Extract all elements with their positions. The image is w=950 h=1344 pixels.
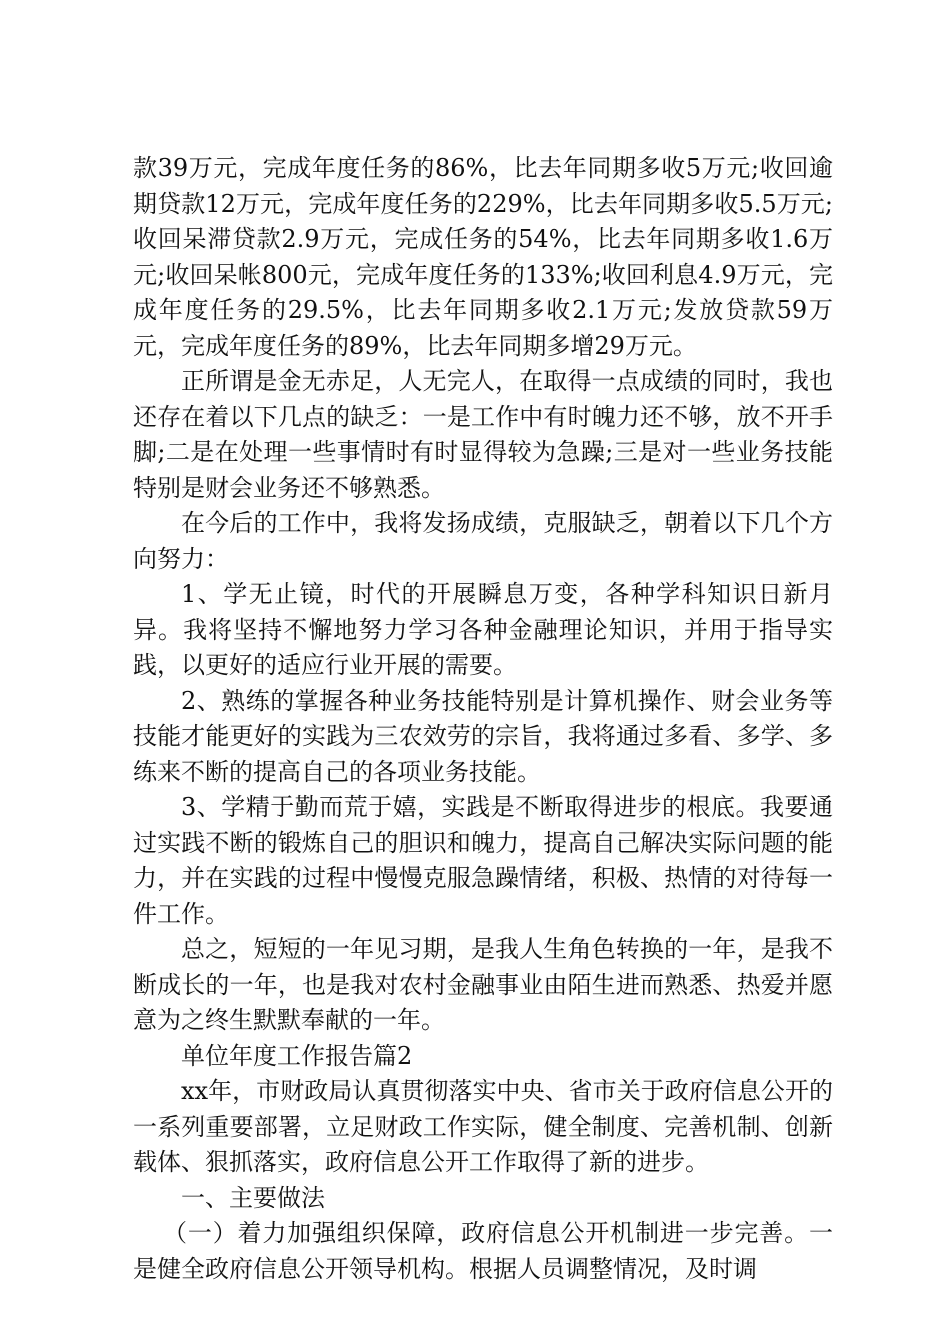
paragraph-loan-stats: 款39万元，完成年度任务的86%，比去年同期多收5万元;收回逾期贷款12万元，完成年度任务的229%，比去年同期多收5.5万元;收回呆滞贷款2.9万元，完成任务的54%，比去年同期多收1.6万元;收回呆帐800元，完成年度任务的133%;收回利息4.9万元，完成年度任务的29.5%，比去年同期多收2.1万元;发放贷款59万元，完成年度任务的89%，比去年同期多增29万元。 (133, 154, 833, 360)
paragraph-report-2-intro: xx年，市财政局认真贯彻落实中央、省市关于政府信息公开的一系列重要部署，立足财政工作实际，健全制度、完善机制、创新载体、狠抓落实，政府信息公开工作取得了新的进步。 (133, 1077, 833, 1176)
paragraph-shortcomings: 正所谓是金无赤足，人无完人，在取得一点成绩的同时，我也还存在着以下几点的缺乏：一是工作中有时魄力还不够，放不开手脚;二是在处理一些事情时有时显得较为急躁;三是对一些业务技能特别是财会业务还不够熟悉。 (133, 367, 833, 502)
paragraph-item-3: 3、学精于勤而荒于嬉，实践是不断取得进步的根底。我要通过实践不断的锻炼自己的胆识和魄力，提高自己解决实际问题的能力，并在实践的过程中慢慢克服急躁情绪，积极、热情的对待每一件工作。 (133, 793, 833, 928)
paragraph-future-direction: 在今后的工作中，我将发扬成绩，克服缺乏，朝着以下几个方向努力： (133, 509, 833, 573)
paragraph-organization: （一）着力加强组织保障，政府信息公开机制进一步完善。一是健全政府信息公开领导机构。根据人员调整情况，及时调 (133, 1219, 833, 1283)
paragraph-item-2: 2、熟练的掌握各种业务技能特别是计算机操作、财会业务等技能才能更好的实践为三农效劳的宗旨，我将通过多看、多学、多练来不断的提高自己的各项业务技能。 (133, 686, 833, 786)
subheading-main-practices: 一、主要做法 (181, 1183, 325, 1212)
paragraph-item-1: 1、学无止镜，时代的开展瞬息万变，各种学科知识日新月异。我将坚持不懈地努力学习各种金融理论知识，并用于指导实践，以更好的适应行业开展的需要。 (133, 580, 833, 679)
document-body (133, 151, 833, 1287)
section-heading-report-2: 单位年度工作报告篇2 (181, 1041, 413, 1070)
paragraph-summary: 总之，短短的一年见习期，是我人生角色转换的一年，是我不断成长的一年，也是我对农村金融事业由陌生进而熟悉、热爱并愿意为之终生默默奉献的一年。 (133, 935, 833, 1034)
